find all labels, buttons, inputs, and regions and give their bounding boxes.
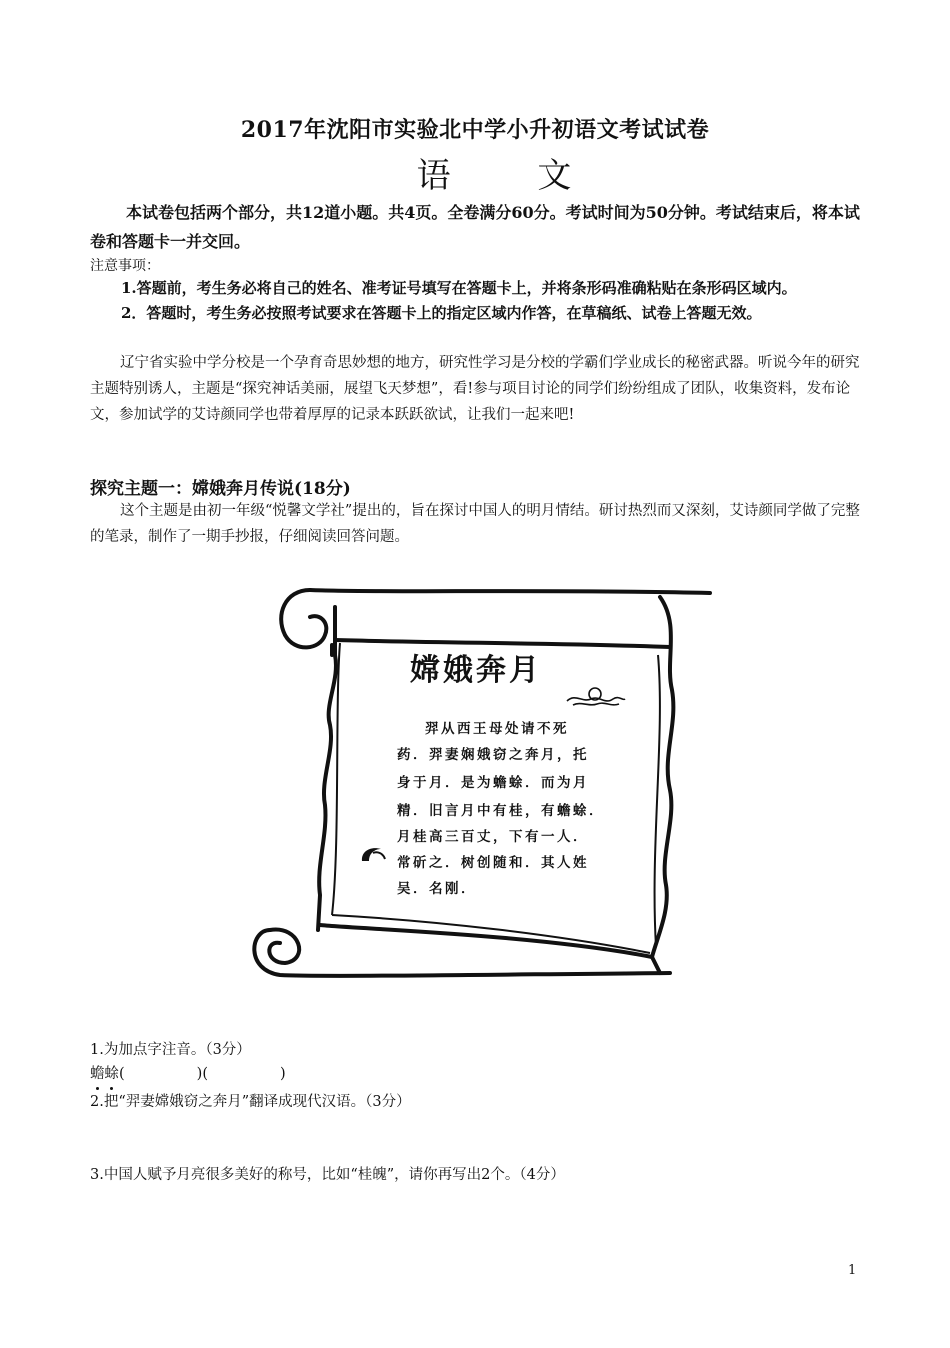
scroll-text-line: 身于月．是为蟾蜍．而为月 [397, 775, 589, 791]
scroll-text-line: 羿从西王母处请不死 [425, 721, 569, 737]
scroll-content [335, 645, 635, 905]
section-paragraph: 这个主题是由初一年级“悦馨文学社”提出的，旨在探讨中国人的明月情结。研讨热烈而又深刻，艾诗颜同学做了完整的笔录，制作了一期手抄报，仔细阅读回答问题。 [90, 503, 860, 545]
note-item: 1.答题前，考生务必将自己的姓名、准考证号填写在答题卡上，并将条形码准确粘贴在条形码区域内。 [121, 279, 797, 297]
paren: )( [196, 1066, 208, 1082]
scroll-text-line: 药．羿妻娴娥窃之奔月，托 [397, 747, 589, 763]
question-3: 3.中国人赋予月亮很多美好的称号，比如“桂魄”，请你再写出2个。（4分） [90, 1167, 565, 1183]
subject-heading: 语 文 [416, 156, 610, 196]
scroll-text-line: 常斫之．树创随和．其人姓 [397, 855, 589, 871]
scroll-title: 嫦娥奔月 [410, 653, 542, 688]
question-1: 1.为加点字注音。（3分） [90, 1042, 251, 1058]
scroll-text-line: 月桂高三百丈，下有一人． [397, 829, 589, 845]
dotted-char: 蟾 [90, 1062, 105, 1083]
crescent-moon-icon [359, 845, 389, 869]
dotted-char: 蜍 [105, 1062, 120, 1083]
paren: ( [119, 1066, 125, 1082]
intro-paragraph: 辽宁省实验中学分校是一个孕育奇思妙想的地方，研究性学习是分校的学霸们学业成长的秘密武器。听说今年的研究主题特别诱人，主题是“探究神话美丽，展望飞天梦想”，看!参与项目讨论的同学们纷纷组成了团队，收集资料，发布论文，参加试学的艾诗颜同学也带着厚厚的记录本跃跃欲试，让我们一起来吧! [90, 355, 860, 423]
moon-cloud-icon [565, 685, 627, 711]
question-2: 2.把“羿妻嫦娥窃之奔月”翻译成现代汉语。（3分） [90, 1094, 411, 1110]
note-item: 2．答题时，考生务必按照考试要求在答题卡上的指定区域内作答，在草稿纸、试卷上答题无效。 [121, 304, 762, 322]
paren: ) [280, 1066, 286, 1082]
scroll-text-line: 吴．名刚． [397, 881, 477, 897]
exam-intro: 本试卷包括两个部分，共12道小题。共4页。全卷满分60分。考试时间为50分钟。考试结束后，将本试卷和答题卡一并交回。 [90, 203, 860, 251]
section-heading: 探究主题一：嫦娥奔月传说(18分) [90, 479, 351, 499]
notes-heading: 注意事项： [90, 258, 160, 274]
scroll-text-line: 精．旧言月中有桂，有蟾蜍． [397, 803, 605, 819]
question-1-answer-line [90, 1062, 286, 1083]
page-title: 2017年沈阳市实验北中学小升初语文考试试卷 [240, 117, 710, 143]
page-number: 1 [848, 1263, 857, 1278]
